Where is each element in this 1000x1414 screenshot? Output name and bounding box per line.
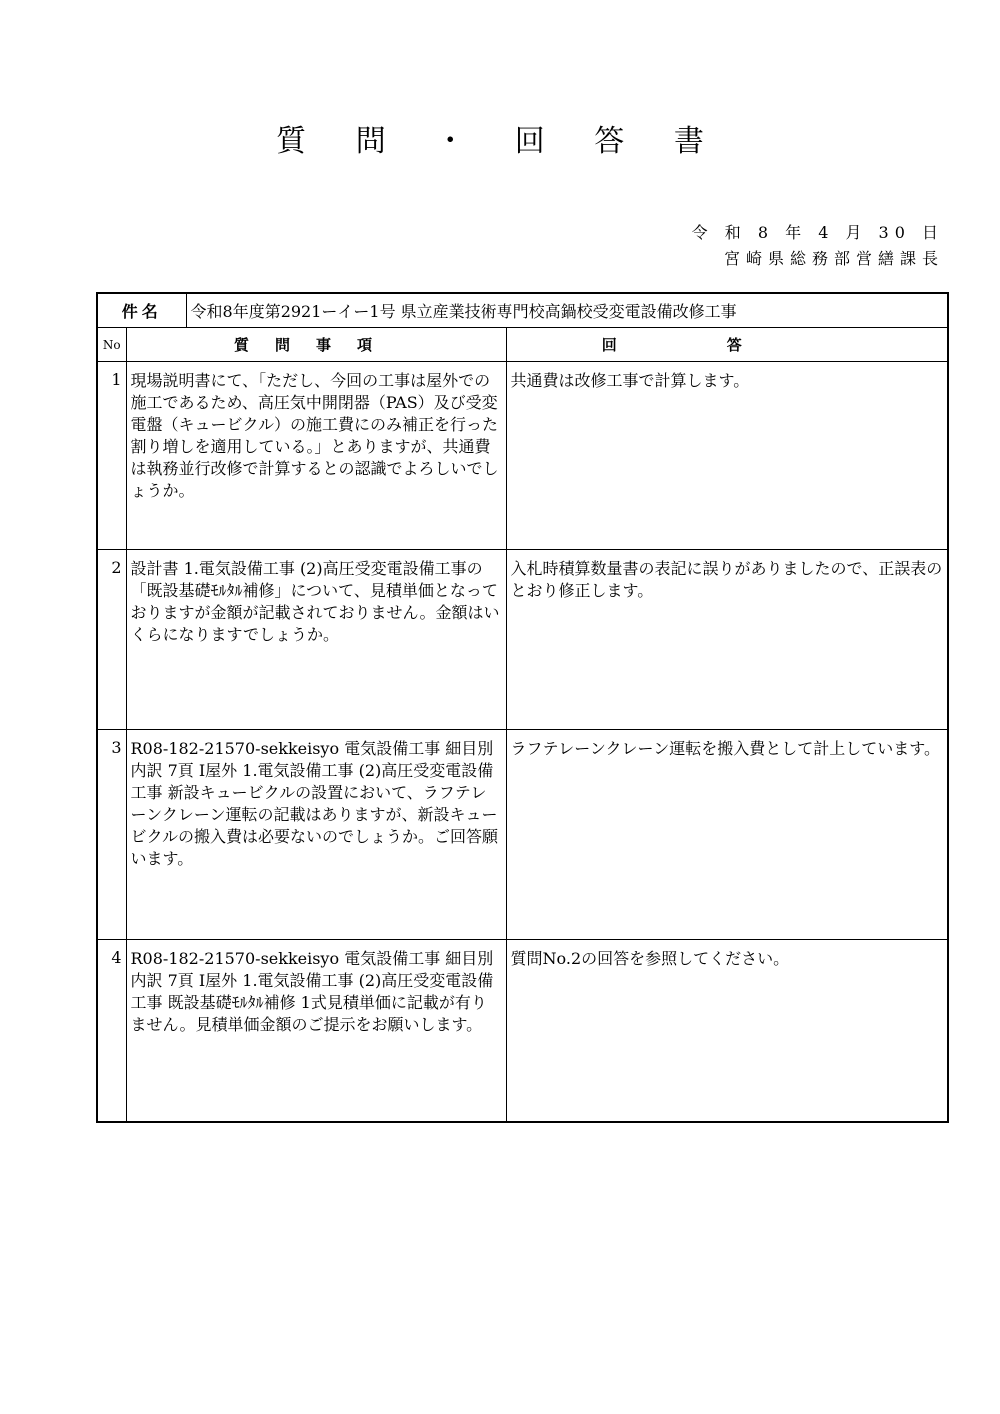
item-question: R08-182-21570-sekkeisyo 電気設備工事 細目別内訳 7頁 Ⅰ屋外 1.電気設備工事 (2)高圧受変電設備工事 新設キュービクルの設置において、ラフテレーンクレーン運転の記載はありますが、新設キュービクルの搬入費は必要ないのでしょうか。ご回答願います。 — [126, 730, 506, 940]
table-row — [97, 940, 948, 1122]
table-row — [97, 362, 948, 550]
qa-table — [96, 292, 949, 1123]
issuer-name: 宮崎県総務部営繕課長 — [723, 249, 944, 268]
subject-row — [97, 293, 948, 328]
header-row — [97, 328, 948, 362]
document-title: 質 問 ・ 回 答 書 — [276, 124, 724, 159]
item-no: 2 — [97, 550, 126, 730]
item-answer: ラフテレーンクレーン運転を搬入費として計上しています。 — [506, 730, 948, 940]
header-answer: 回答 — [506, 328, 948, 362]
item-no: 1 — [97, 362, 126, 550]
item-no: 3 — [97, 730, 126, 940]
issue-date: 令 和 8 年 4 月 30 日 — [691, 223, 944, 242]
item-question: 現場説明書にて、「ただし、今回の工事は屋外での施工であるため、高圧気中開閉器（PAS）及び受変電盤（キュービクル）の施工費にのみ補正を行った割り増しを適用している。」とありますが、共通費は執務並行改修で計算するとの認識でよろしいでしょうか。 — [126, 362, 506, 550]
date-issuer-block — [692, 220, 944, 272]
subject-label: 件名 — [97, 293, 186, 328]
subject-value: 令和8年度第2921ーイー1号 県立産業技術専門校高鍋校受変電設備改修工事 — [186, 293, 948, 328]
item-question: 設計書 1.電気設備工事 (2)高圧受変電設備工事の「既設基礎ﾓﾙﾀﾙ補修」について、見積単価となっておりますが金額が記載されておりません。金額はいくらになりますでしょうか。 — [126, 550, 506, 730]
item-no: 4 — [97, 940, 126, 1122]
header-question: 質問事項 — [126, 328, 506, 362]
item-answer: 入札時積算数量書の表記に誤りがありましたので、正誤表のとおり修正します。 — [506, 550, 948, 730]
item-answer: 質問No.2の回答を参照してください。 — [506, 940, 948, 1122]
item-answer: 共通費は改修工事で計算します。 — [506, 362, 948, 550]
table-row — [97, 550, 948, 730]
item-question: R08-182-21570-sekkeisyo 電気設備工事 細目別内訳 7頁 Ⅰ屋外 1.電気設備工事 (2)高圧受変電設備工事 既設基礎ﾓﾙﾀﾙ補修 1式見積単価に記載が有りません。見積単価金額のご提示をお願いします。 — [126, 940, 506, 1122]
table-row — [97, 730, 948, 940]
header-no: No — [97, 328, 126, 362]
